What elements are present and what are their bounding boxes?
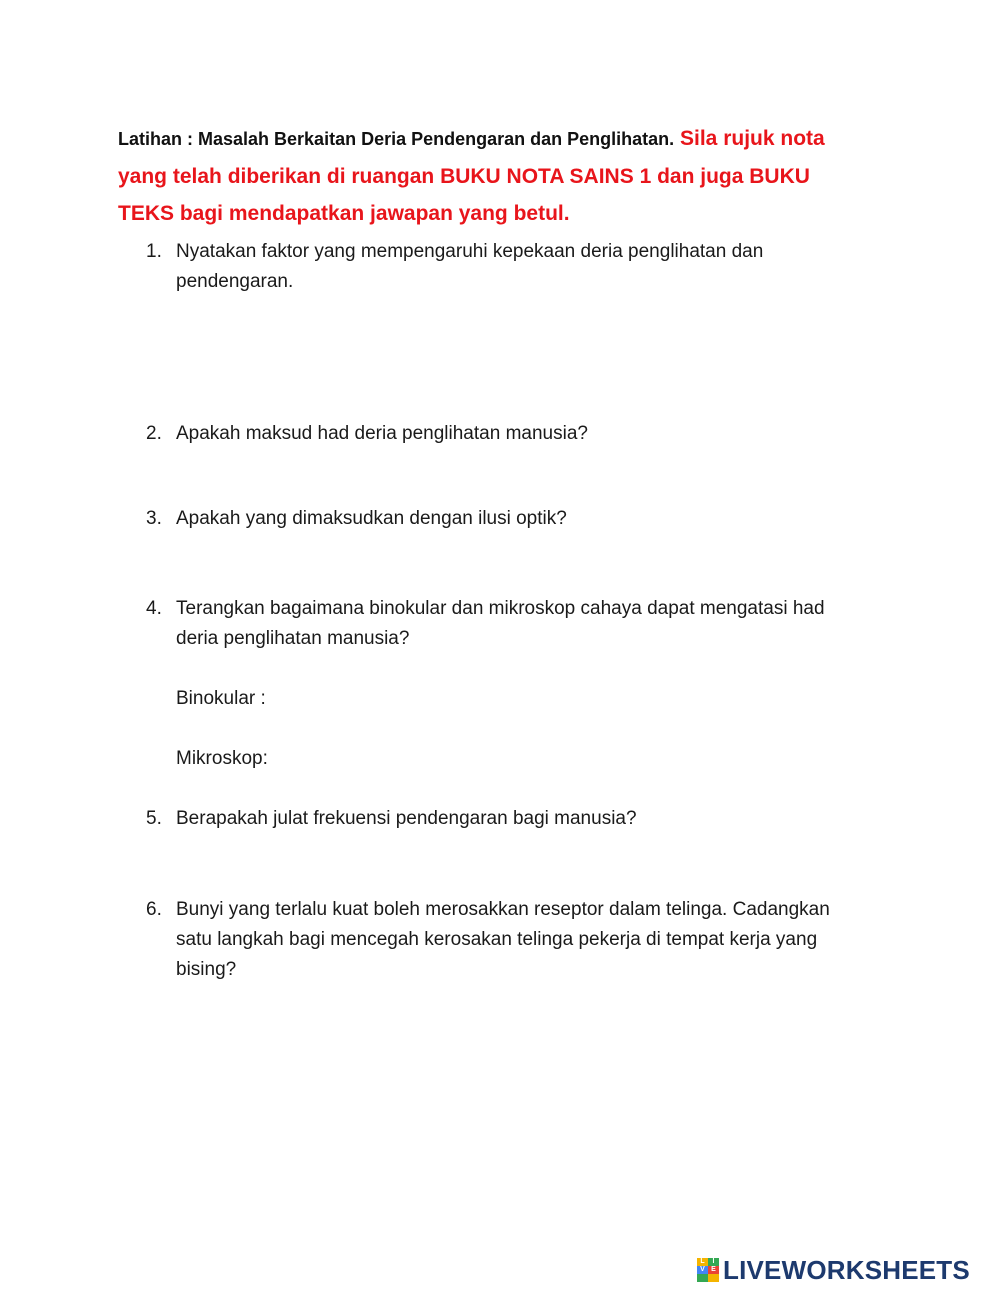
binokular-label: Binokular : bbox=[176, 688, 266, 709]
heading-intro: Latihan : Masalah Berkaitan Deria Pendengaran dan Penglihatan. bbox=[118, 129, 675, 149]
question-number: 4. bbox=[146, 598, 162, 619]
question-text: Terangkan bagaimana binokular dan mikroskop cahaya dapat mengatasi had deria penglihatan manusia? bbox=[176, 598, 825, 649]
question-3 bbox=[146, 504, 866, 534]
logo-mark-block bbox=[708, 1274, 719, 1282]
question-1 bbox=[146, 237, 866, 297]
question-text: Apakah maksud had deria penglihatan manusia? bbox=[176, 423, 588, 444]
question-number: 1. bbox=[146, 241, 162, 262]
logo-mark-letter: V bbox=[697, 1266, 708, 1274]
question-number: 5. bbox=[146, 808, 162, 829]
question-number: 3. bbox=[146, 508, 162, 529]
logo-mark-letter: I bbox=[708, 1258, 719, 1266]
question-2 bbox=[146, 419, 866, 449]
mikroskop-label: Mikroskop: bbox=[176, 748, 268, 769]
liveworksheets-logo-icon bbox=[697, 1258, 719, 1282]
question-text: Apakah yang dimaksudkan dengan ilusi optik? bbox=[176, 508, 567, 529]
logo-mark-letter: L bbox=[697, 1258, 708, 1266]
heading-instruction: Sila rujuk nota yang telah diberikan di ruangan BUKU NOTA SAINS 1 dan juga BUKU TEKS bagi mendapatkan jawapan yang betul. bbox=[118, 127, 825, 225]
question-text: Nyatakan faktor yang mempengaruhi kepekaan deria penglihatan dan pendengaran. bbox=[176, 241, 764, 292]
liveworksheets-logo bbox=[697, 1255, 970, 1285]
liveworksheets-logo-text: LIVEWORKSHEETS bbox=[723, 1254, 970, 1285]
logo-mark-block bbox=[697, 1274, 708, 1282]
question-number: 2. bbox=[146, 423, 162, 444]
question-4 bbox=[146, 594, 866, 654]
question-5 bbox=[146, 804, 866, 834]
logo-mark-letter: E bbox=[708, 1266, 719, 1274]
question-text: Berapakah julat frekuensi pendengaran bagi manusia? bbox=[176, 808, 637, 829]
worksheet-heading bbox=[118, 120, 858, 232]
question-6 bbox=[146, 895, 866, 985]
question-number: 6. bbox=[146, 899, 162, 920]
question-text: Bunyi yang terlalu kuat boleh merosakkan reseptor dalam telinga. Cadangkan satu langkah bagi mencegah kerosakan telinga pekerja di tempat kerja yang bising? bbox=[176, 899, 830, 980]
